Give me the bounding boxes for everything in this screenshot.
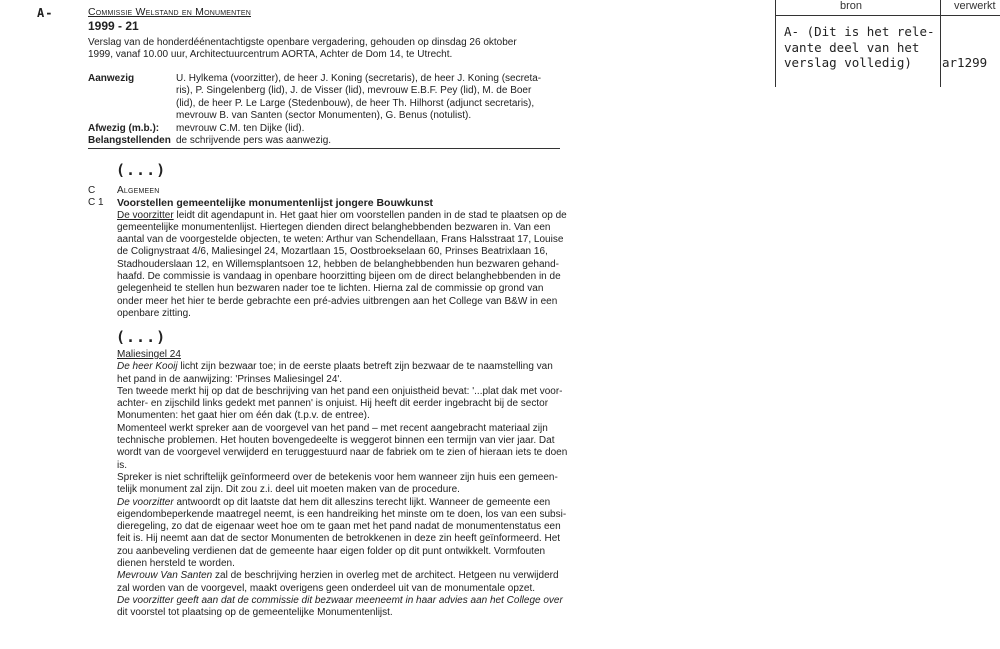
paragraph-line: Monumenten: het gaat hier om één dak (t.p.v. de entree). [117, 410, 370, 422]
interested-label: Belangstellenden [88, 135, 171, 147]
paragraph-line: feit is. Hij neemt aan dat de sector Monumenten de betrokkenen in deze zin heeft geïnformeerd. Het [117, 533, 561, 545]
attendance-block [88, 73, 563, 148]
org-name: Commissie Welstand en Monumenten [88, 6, 251, 18]
present-line: ris), P. Singelenberg (lid), J. de Visser (lid), mevrouw E.B.F. Pey (lid), M. de Boer [176, 85, 532, 97]
paragraph-line: eigendombeperkende maatregel neemt, is een handreiking het minste om te doen, los van een subsi- [117, 508, 567, 520]
section-title: Algemeen [117, 185, 160, 196]
item-paragraph: De voorzitter leidt dit agendapunt in. Het gaat hier om voorstellen panden in de stad te plaatsen op de gemeentelijke monumentenlijst. Hiertegen dienden direct belanghebbenden bezwaren in. Van een aantal van de voorgestelde objecten, te weten: Arthur van Schendellaan, Frans Halsstraat 17, Louise de Colignystraat 4/6, Maliesingel 24, Mozartlaan 15, Oostbroekselaan 60, Prinses Beatrixlaan 16, Stadhouderslaan 12, en Willemsplantsoen 12, hebben de belanghebbenden hun bezwaren gehand- haafd. De commissie is vandaag in openbare hoorzitting bijeen om de direct belanghebbenden in de gelegenheid te stellen hun bezwaren nader toe te lichten. Hierna zal de commissie op grond van onder meer het hier te berde gebrachte een pré-advies uitbrengen aan het College van B&W in een openbare zitting. [117, 209, 567, 319]
present-list [176, 73, 541, 122]
paragraph-line: de Colignystraat 4/6, Maliesingel 24, Mozartlaan 15, Oostbroekselaan 60, Prinses Beatrixlaan 16, [117, 246, 548, 258]
paragraph-line: is. [117, 459, 127, 471]
paragraph-line: gelegenheid te stellen hun bezwaren nader toe te lichten. Hierna zal de commissie op grond van [117, 283, 544, 295]
interested-text: de schrijvende pers was aanwezig. [176, 135, 332, 147]
omission-marker: (...) [116, 161, 167, 179]
paragraph-line: wordt van de voorgevel verwijderd en teruggestuurd naar de fabriek om te zien of hieraan iets te doen [117, 447, 568, 459]
paragraph-line: achter- en zijschild links gedekt met pannen' is onjuist. Hij heeft dit eerder ingebracht bij de sector [117, 398, 549, 410]
card-border-mid [940, 0, 941, 87]
report-line-1: Verslag van de honderdéénentachtigste openbare vergadering, gehouden op dinsdag 26 oktober [88, 37, 517, 48]
absent-label: Afwezig (m.b.): [88, 123, 160, 135]
speaker-chair: De voorzitter [117, 594, 174, 606]
item-title: Voorstellen gemeentelijke monumentenlijst jongere Bouwkunst [117, 197, 434, 210]
chair-name: De voorzitter [117, 209, 174, 221]
present-line: mevrouw B. van Santen (sector Monumenten), G. Benus (notulist). [176, 109, 472, 121]
year-number: 1999 - 21 [88, 19, 139, 33]
section-general [88, 185, 568, 320]
paragraph-line: dieregeling, zo dat de eigenaar weet hoe om te gaan met het pand nadat de monumentenstatus een [117, 521, 561, 533]
card-border-left [775, 0, 776, 87]
card-header-rule [775, 15, 1000, 16]
present-line: (lid), de heer P. Le Large (Stedenbouw), de heer Th. Hilhorst (adjunct secretaris), [176, 97, 535, 109]
paragraph-line: telijk monument zal zijn. Dit zou z.i. deel uit moeten maken van de procedure. [117, 484, 460, 496]
speaker-chair: De voorzitter [117, 496, 174, 508]
report-line-2: 1999, vanaf 10.00 uur, Architectuurcentrum AORTA, Achter de Dom 14, te Utrecht. [88, 49, 453, 61]
margin-tag: A- [37, 6, 54, 20]
speaker-van-santen: Mevrouw Van Santen [117, 570, 213, 582]
document-header [88, 6, 558, 62]
omission-marker: (...) [116, 328, 167, 346]
paragraph-line: Momenteel werkt spreker aan de voorgevel van het pand – met recent aangebracht materiaal zijn [117, 422, 548, 434]
present-line: U. Hylkema (voorzitter), de heer J. Koning (secretaris), de heer J. Koning (secreta- [176, 73, 542, 84]
paragraph-line: technische problemen. Het houten bovengedeelte is weggerot binnen een termijn van vier jaar. Dat [117, 435, 555, 447]
col-source-label: bron [840, 0, 863, 12]
speaker-kooij: De heer Kooij [117, 361, 178, 373]
maliesingel-subheading: Maliesingel 24 [117, 349, 181, 360]
paragraph-line: Ten tweede merkt hij op dat de beschrijving van het pand een onjuistheid bevat: '...plat dak met voor- [117, 385, 563, 397]
card-note: A- (Dit is het rele- vante deel van het verslag volledig) [784, 24, 935, 70]
absent-text: mevrouw C.M. ten Dijke (lid). [176, 123, 305, 135]
paragraph-line: zal worden van de voorgevel, maakt overigens geen onderdeel uit van de monumentale opzet. [117, 582, 536, 594]
paragraph-line: onder meer het hier te berde gebrachte een pré-advies uitbrengen aan het College van B&W in een [117, 295, 558, 307]
paragraph-line: openbare zitting. [117, 307, 191, 319]
paragraph-line: dit voorstel tot plaatsing op de gemeentelijke Monumentenlijst. [117, 607, 393, 619]
item-code: C 1 [88, 197, 104, 209]
paragraph-line: Spreker is niet schriftelijk geïnformeerd over de betekenis voor hem wanneer zijn huis een gemeen- [117, 471, 558, 483]
card-code: ar1299 [942, 55, 988, 70]
present-label: Aanwezig [88, 73, 135, 84]
section-code: C [88, 185, 96, 196]
paragraph-line: aantal van de voorgestelde objecten, te weten: Arthur van Schendellaan, Frans Halsstraat 17, Louise [117, 234, 564, 246]
paragraph-line: dienen hersteld te worden. [117, 558, 235, 570]
paragraph-line: haafd. De commissie is vandaag in openbare hoorzitting bijeen om de direct belanghebbenden in de [117, 271, 561, 283]
header-divider [88, 148, 560, 149]
paragraph-line: Stadhouderslaan 12, en Willemsplantsoen 12, hebben de belanghebbenden hun bezwaren gehand- [117, 258, 560, 270]
paragraph-line: het pand in de aanwijzing: 'Prinses Maliesingel 24'. [117, 373, 343, 385]
paragraph-line: zou aanbeveling verdienen dat de gemeente haar eigen folder op dit punt ontwikkelt. Vormfouten [117, 545, 546, 557]
col-processed-label: verwerkt [954, 0, 996, 12]
paragraph-line: gemeentelijke monumentenlijst. Hiertegen dienden direct belanghebbenden bezwaren in. Van een [117, 221, 551, 233]
maliesingel-section: Maliesingel 24 De heer Kooij licht zijn bezwaar toe; in de eerste plaats betreft zijn bezwaar de te naamstelling van het pand in de aanwijzing: 'Prinses Maliesingel 24'. Ten tweede merkt hij op dat de beschrijving van het pand een onjuistheid bevat: '...plat dak met voor- achter- en zijschild links gedekt met pannen' is onjuist. Hij heeft dit eerder ingebracht bij de sector Monumenten: het gaat hier om één dak (t.p.v. de entree). Momenteel werkt spreker aan de voorgevel van het pand – met recent aangebracht materiaal zijn technische problemen. Het houten bovengedeelte is weggerot binnen een termijn van vier jaar. Dat wordt van de voorgevel verwijderd en teruggestuurd naar de fabriek om te zien of hieraan iets te doen is. Spreker is niet schriftelijk geïnformeerd over de betekenis voor hem wanneer zijn huis een gemeen- telijk monument zal zijn. Dit zou z.i. deel uit moeten maken van de procedure. De voorzitter antwoordt op dit laatste dat hem dit alleszins terecht lijkt. Wanneer de gemeente een eigendombeperkende maatregel neemt, is een handreiking het minste om te doen, los van een subsi- dieregeling, zo dat de eigenaar weet hoe om te gaan met het pand nadat de monumentenstatus een feit is. Hij neemt aan dat de sector Monumenten de betrokkenen in deze zin heeft geïnformeerd. Het zou aanbeveling verdienen dat de gemeente haar eigen folder op dit punt ontwikkelt. Vormfouten dienen hersteld te worden. Mevrouw Van Santen zal de beschrijving herzien in overleg met de architect. Hetgeen nu verwijderd zal worden van de voorgevel, maakt overigens geen onderdeel uit van de monumentale opzet. De voorzitter geeft aan dat de commissie dit bezwaar meeneemt in haar advies aan het College over dit voorstel tot plaatsing op de gemeentelijke Monumentenlijst. [117, 349, 587, 620]
